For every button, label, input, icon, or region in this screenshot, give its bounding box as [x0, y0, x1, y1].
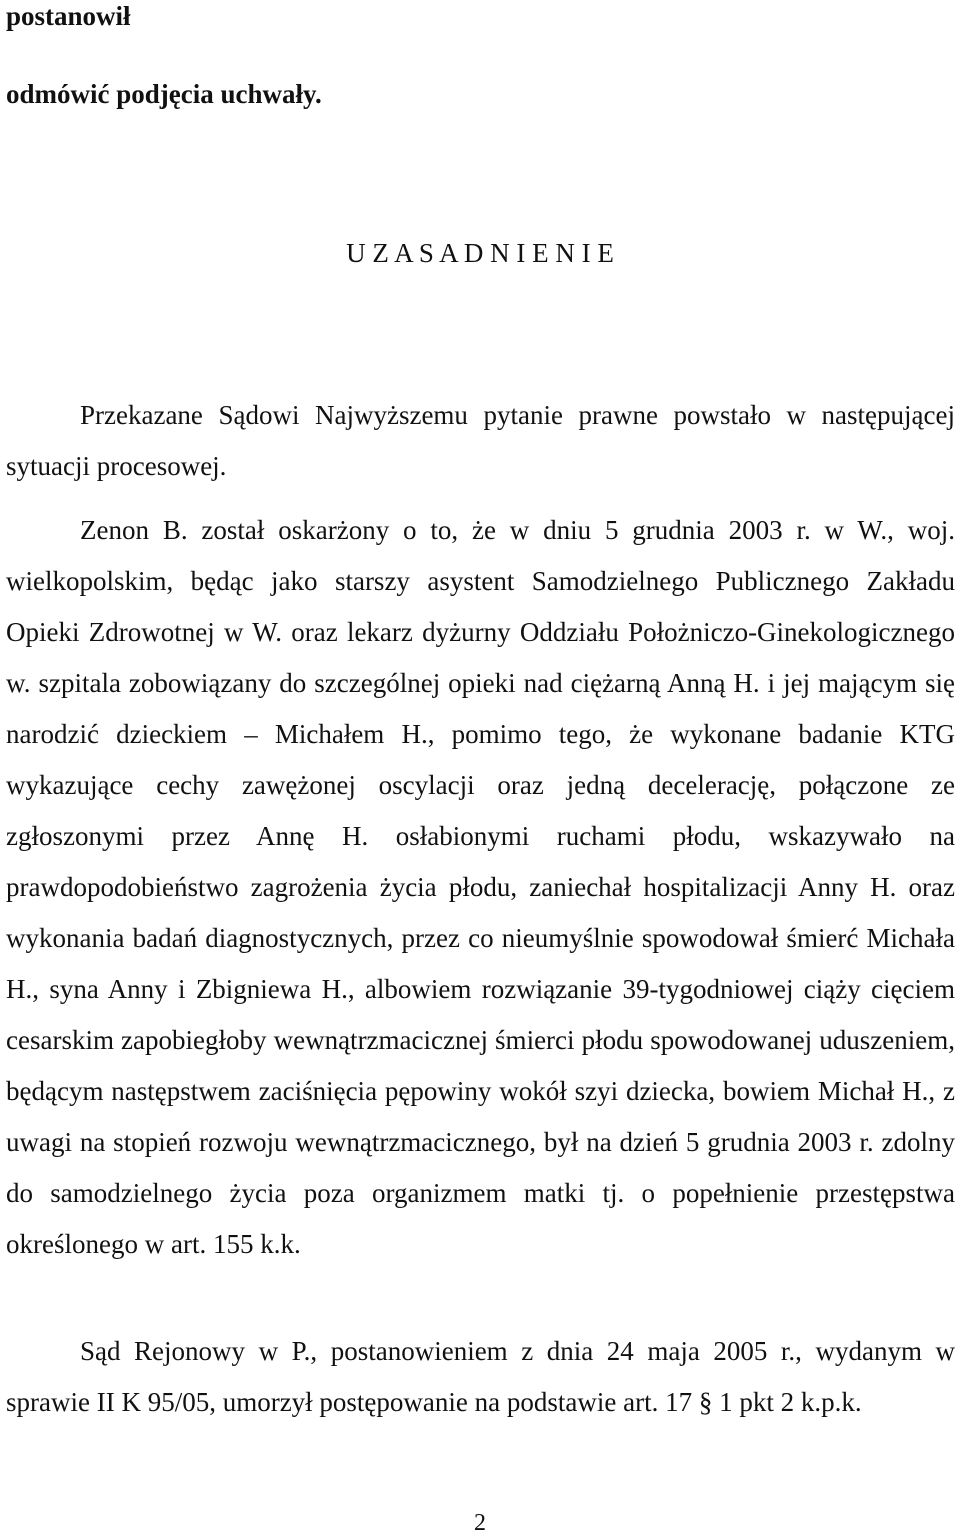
paragraph-3: Sąd Rejonowy w P., postanowieniem z dnia 24 maja 2005 r., wydanym w sprawie II K 95/05, umorzył postępowanie na podstawie art. 17 § 1 pkt 2 k.p.k. [6, 1336, 955, 1417]
paragraph-1: Przekazane Sądowi Najwyższemu pytanie prawne powstało w następującej sytuacji procesowej. [6, 400, 955, 481]
decision-heading: postanowił [6, 1, 131, 31]
decision-text: odmówić podjęcia uchwały. [6, 79, 322, 109]
section-title: U Z A S A D N I E N I E [346, 238, 614, 268]
page-number: 2 [474, 1510, 486, 1536]
paragraph-2: Zenon B. został oskarżony o to, że w dniu 5 grudnia 2003 r. w W., woj. wielkopolskim, będąc jako starszy asystent Samodzielnego Publicznego Zakładu Opieki Zdrowotnej w W. oraz lekarz dyżurny Oddziału Położniczo-Ginekologicznego w. szpitala zobowiązany do szczególnej opieki nad ciężarną Anną H. i jej mającym się narodzić dzieckiem – Michałem H., pomimo tego, że wykonane badanie KTG wykazujące cechy zawężonej oscylacji oraz jedną decelerację, połączone ze zgłoszonymi przez Annę H. osłabionymi ruchami płodu, wskazywało na prawdopodobieństwo zagrożenia życia płodu, zaniechał hospitalizacji Anny H. oraz wykonania badań diagnostycznych, przez co nieumyślnie spowodował śmierć Michała H., syna Anny i Zbigniewa H., albowiem rozwiązanie 39-tygodniowej ciąży cięciem cesarskim zapobiegłoby wewnątrzmacicznej śmierci płodu spowodowanej uduszeniem, będącym następstwem zaciśnięcia pępowiny wokół szyi dziecka, bowiem Michał H., z uwagi na stopień rozwoju wewnątrzmacicznego, był na dzień 5 grudnia 2003 r. zdolny do samodzielnego życia poza organizmem matki tj. o popełnienie przestępstwa określonego w art. 155 k.k. [6, 515, 955, 1259]
